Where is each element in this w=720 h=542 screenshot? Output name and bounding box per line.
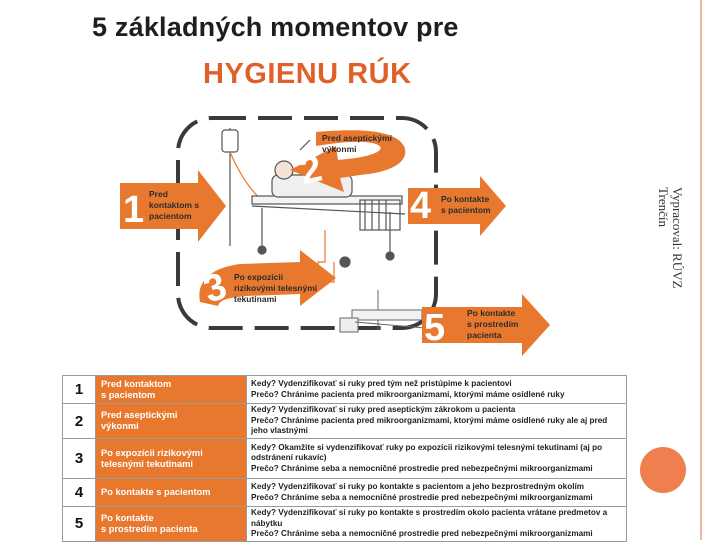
author-note-line2: Trenčín	[656, 187, 671, 227]
moment-3-label-line: rizikovými telesnými	[234, 283, 318, 293]
row-text	[247, 479, 627, 507]
table-row	[63, 439, 627, 479]
table-row	[63, 376, 627, 404]
row-text	[247, 404, 627, 439]
decorative-circle	[640, 447, 686, 493]
row-number: 5	[63, 507, 96, 542]
moment-3-label	[234, 272, 317, 305]
moment-4-label	[441, 194, 491, 216]
row-label	[96, 376, 247, 404]
row-when-text: Kedy? Vydenzifikovať si ruky pred tým než pristúpime k pacientovi	[251, 378, 512, 388]
slide-title-line2: HYGIENU RÚK	[203, 58, 412, 90]
row-label-line: Po kontakte s pacientom	[101, 487, 211, 497]
row-label	[96, 479, 247, 507]
row-text	[247, 507, 627, 542]
row-label-line: s pacientom	[101, 389, 156, 400]
moment-1-label-line: Pred	[149, 189, 168, 199]
row-text	[247, 439, 627, 479]
moment-2-number: 2	[296, 147, 326, 193]
row-label-line: s prostredím pacienta	[101, 523, 198, 534]
row-text	[247, 376, 627, 404]
row-why-text: Prečo? Chránime pacienta pred mikroorganizmami, ktorými máme osídlené ruky	[251, 389, 565, 399]
row-label-line: telesnými tekutinami	[101, 458, 193, 469]
table-row	[63, 479, 627, 507]
row-label-line: Po expozícii rizikovými	[101, 447, 203, 458]
moment-1-number: 1	[123, 189, 145, 231]
slide-title-line1: 5 základných momentov pre	[92, 12, 459, 42]
moment-2-label	[322, 133, 392, 155]
row-number: 2	[63, 404, 96, 439]
row-number: 3	[63, 439, 96, 479]
row-why-text: Prečo? Chránime seba a nemocničné prostredie pred nebezpečnými mikroorganizmami	[251, 529, 593, 539]
moment-3-label-line: Po expozícii	[234, 272, 284, 282]
moment-2-label-line: Pred aseptickými	[322, 133, 392, 143]
row-when-text: Kedy? Vydenzifikovať si ruky pred aseptickým zákrokom u pacienta	[251, 405, 516, 415]
moment-4-number: 4	[410, 185, 432, 227]
moment-4-label-line: s pacientom	[441, 205, 491, 215]
moment-5-number: 5	[424, 307, 446, 349]
moment-5-label-line: Po kontakte	[467, 308, 516, 318]
row-when-text: Kedy? Okamžite si vydenzifikovať ruky po expozícii rizikovými telesnými tekutinami (aj po odstránení rukavíc)	[251, 442, 603, 463]
author-note-line1: Vypracoval: RÚVZ	[670, 187, 685, 289]
row-number: 4	[63, 479, 96, 507]
moment-1-label-line: kontaktom s	[149, 200, 200, 210]
moment-4-label-line: Po kontakte	[441, 194, 490, 204]
table-row	[63, 507, 627, 542]
moment-3-number: 3	[198, 265, 232, 312]
row-why-text: Prečo? Chránime seba a nemocničné prostredie pred nebezpečnými mikroorganizmami	[251, 463, 593, 473]
row-label-line: Po kontakte	[101, 512, 154, 523]
row-when-text: Kedy? Vydenzifikovať si ruky po kontakte s pacientom a jeho bezprostredným okolím	[251, 481, 585, 491]
moments-table	[62, 375, 627, 542]
moment-1-label-line: pacientom	[149, 211, 192, 221]
moment-5-label-line: pacienta	[467, 330, 502, 340]
moment-1-label	[149, 189, 199, 222]
row-number: 1	[63, 376, 96, 404]
row-label	[96, 439, 247, 479]
row-label	[96, 507, 247, 542]
table-row	[63, 404, 627, 439]
row-why-text: Prečo? Chránime seba a nemocničné prostredie pred nebezpečnými mikroorganizmami	[251, 492, 593, 502]
moment-3-label-line: tekutinami	[234, 294, 277, 304]
row-label-line: výkonmi	[101, 421, 139, 431]
moment-5-label	[467, 308, 519, 341]
row-label-line: Pred aseptickými	[101, 410, 178, 420]
row-label-line: Pred kontaktom	[101, 378, 172, 389]
row-label	[96, 404, 247, 439]
row-when-text: Kedy? Vydenzifikovať si ruky po kontakte s prostredím okolo pacienta vrátane predmetov a nábytku	[251, 508, 608, 528]
moment-2-label-line: výkonmi	[322, 144, 357, 154]
row-why-text: Prečo? Chránime pacienta pred mikroorganizmami, ktorými máme osídlené ruky ale aj pred jeho vlastnými	[251, 415, 608, 436]
moment-5-label-line: s prostredím	[467, 319, 519, 329]
